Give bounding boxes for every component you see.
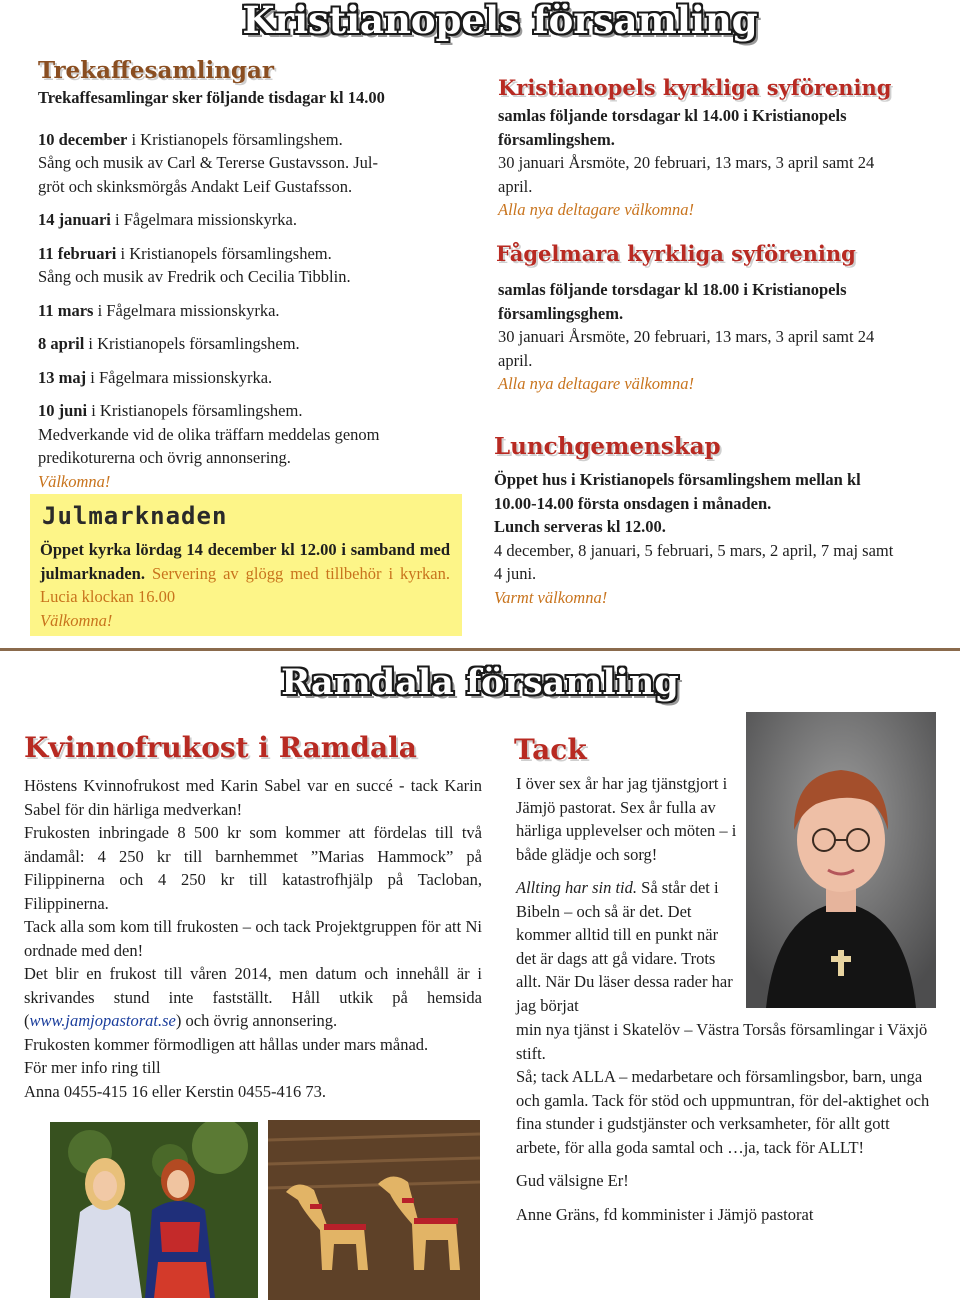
syforening2-section: samlas följande torsdagar kl 18.00 i Kristianopels församlingsghem. 30 januari Årsmöte, 20 februari, 13 mars, 3 april samt 24 april. Alla nya deltagare välkomna!: [498, 280, 875, 393]
event-item: 10 juni i Kristianopels församlingshem.: [38, 401, 303, 420]
event-item: 8 april i Kristianopels församlingshem.: [38, 334, 300, 353]
tack-section: I över sex år har jag tjänstgjort i Jämjö pastorat. Sex år fulla av härliga upplevelser och möten – i både glädje och sorg! Allting har sin tid. Så står det i Bibeln – och så är det. Det kommer alltid till en punkt när det är dags att gå vidare. Trots allt. När Du läser dessa rader har jag börjat: [516, 774, 737, 1015]
event-detail: Sång och musik av Fredrik och Cecilia Tibblin.: [38, 267, 351, 286]
syforening2-heading: Fågelmara kyrkliga syförening: [496, 241, 856, 266]
women-photo: [50, 1122, 258, 1298]
syforening1-section: samlas följande torsdagar kl 14.00 i Kristianopels församlingshem. 30 januari Årsmöte, 20 februari, 13 mars, 3 april samt 24 april. Alla nya deltagare välkomna!: [498, 106, 875, 219]
page-title: Kristianopels församling: [242, 0, 758, 42]
trekaffe-heading: Trekaffesamlingar: [38, 57, 275, 84]
trekaffe-welcome: Välkomna!: [38, 471, 111, 491]
portrait-illustration: [746, 712, 936, 1008]
event-item: 13 maj i Fågelmara missionskyrka.: [38, 367, 273, 387]
lunch-heading: Lunchgemenskap: [494, 433, 721, 460]
portrait-photo: [746, 712, 936, 1008]
website-link[interactable]: www.jamjopastorat.se: [29, 1011, 176, 1030]
julmarknad-text: Öppet kyrka lördag 14 december kl 12.00 i samband med julmarknaden. Servering av glögg med tillbehör i kyrkan. Lucia klockan 16.00 Välkomna!: [40, 540, 450, 630]
syforening1-heading: Kristianopels kyrkliga syförening: [498, 75, 892, 100]
event-item: 14 januari i Fågelmara missionskyrka.: [38, 210, 297, 229]
section-divider: [0, 648, 960, 651]
tack-section-wide: min nya tjänst i Skatelöv – Västra Torsås församlingar i Växjö stift. Så; tack ALLA – medarbetare och församlingsbor, barn, unga och gamla. Tack för stöd och uppmuntran, för del-aktighet och fina stunder i gudstjänster och verksamheter, för allt gott arbete, för alla goda samtal och …ja, tack för ALLT! Gud välsigne Er! Anne Gräns, fd komminister i Jämjö pastorat: [516, 1020, 930, 1224]
event-detail: Sång och musik av Carl & Tererse Gustavsson. Jul-gröt och skinksmörgås Andakt Leif Gustafsson.: [38, 153, 378, 196]
julmarknad-box: [30, 494, 462, 636]
trekaffe-section: [38, 86, 438, 493]
kvinnofrukost-heading: Kvinnofrukost i Ramdala: [24, 731, 417, 764]
lunch-section: Öppet hus i Kristianopels församlingshem mellan kl 10.00-14.00 första onsdagen i månaden. Lunch serveras kl 12.00. 4 december, 8 januari, 5 februari, 5 mars, 2 april, 7 maj samt 4 juni. Varmt välkomna!: [494, 470, 894, 607]
kvinnofrukost-section: Höstens Kvinnofrukost med Karin Sabel var en succé - tack Karin Sabel för din härliga medverkan! Frukosten inbringade 8 500 kr som kommer att fördelas till två ändamål: 4 250 kr till barnhemmet ”Marias Hammock” på Filippinerna och 4 250 kr till katastrofhjälp på Tacloban, Filippinerna. Tack alla som kom till frukosten – och tack Projektgruppen för att Ni ordnade med den! Det blir en frukost till våren 2014, men datum och innehåll är i skrivandes stund inte fastställt. Håll utkik på hemsida (www.jamjopastorat.se) och övrig annonsering. Frukosten kommer förmodligen att hållas under mars månad. För mer info ring till Anna 0455-415 16 eller Kerstin 0455-416 73.: [24, 776, 482, 1101]
julmarknad-heading: Julmarknaden: [42, 502, 228, 530]
event-item: 11 mars i Fågelmara missionskyrka.: [38, 300, 280, 320]
event-item: 11 februari i Kristianopels församlingshem.: [38, 243, 332, 263]
trekaffe-intro: Trekaffesamlingar sker följande tisdagar kl 14.00: [38, 88, 385, 107]
straw-goats-illustration: [268, 1120, 480, 1300]
event-item: 10 december i Kristianopels församlingshem.: [38, 129, 343, 149]
straw-goats-photo: [268, 1120, 480, 1300]
event-detail: Medverkande vid de olika träffarn meddelas genom predikoturerna och övrig annonsering.: [38, 424, 380, 467]
women-illustration: [50, 1122, 258, 1298]
tack-heading: Tack: [514, 733, 587, 766]
ramdala-title: Ramdala församling: [281, 662, 679, 703]
